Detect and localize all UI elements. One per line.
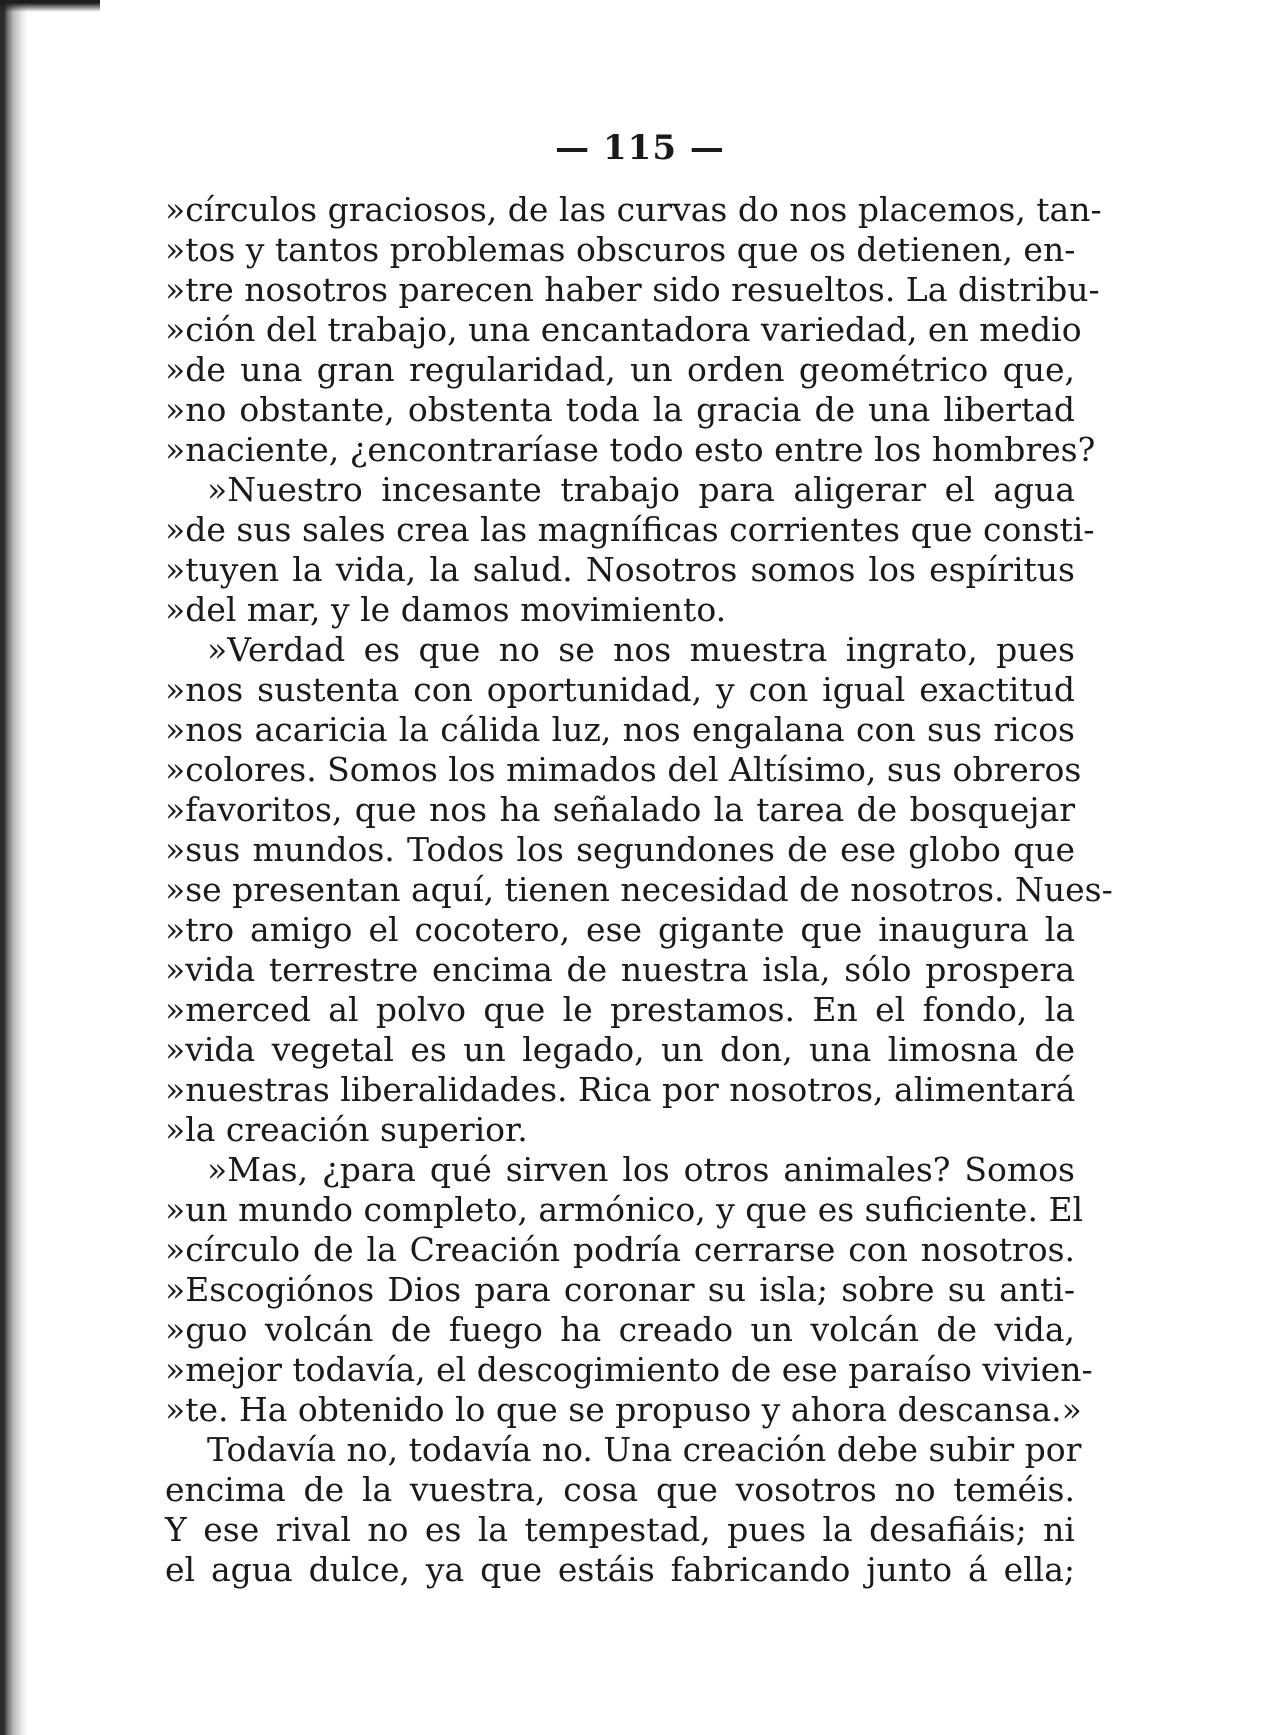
text-line: »tos y tantos problemas obscuros que os detienen, en- bbox=[165, 230, 1076, 269]
text-line: »nos acaricia la cálida luz, nos engalana con sus ricos bbox=[165, 710, 1075, 749]
text-line: »tre nosotros parecen haber sido resueltos. La distribu- bbox=[165, 270, 1100, 309]
text-line: »favoritos, que nos ha señalado la tarea de bosquejar bbox=[165, 790, 1075, 829]
text-line: »círculo de la Creación podría cerrarse con nosotros. bbox=[165, 1230, 1075, 1269]
text-line: Todavía no, todavía no. Una creación debe subir por bbox=[207, 1430, 1082, 1469]
text-line: »círculos graciosos, de las curvas do nos placemos, tan- bbox=[165, 190, 1102, 229]
paragraph bbox=[165, 1150, 1093, 1430]
page-number: — 115 — bbox=[555, 128, 725, 168]
paragraph bbox=[165, 190, 1102, 470]
text-line: »no obstante, obstenta toda la gracia de una libertad bbox=[165, 390, 1075, 429]
text-line: »un mundo completo, armónico, y que es suficiente. El bbox=[165, 1190, 1084, 1229]
text-line: »Escogiónos Dios para coronar su isla; sobre su anti- bbox=[165, 1270, 1075, 1309]
text-line: »Nuestro incesante trabajo para aligerar el agua bbox=[207, 470, 1075, 509]
paragraph bbox=[165, 470, 1095, 630]
text-line: »tro amigo el cocotero, ese gigante que inaugura la bbox=[165, 910, 1075, 949]
text-line: »naciente, ¿encontraríase todo esto entre los hombres? bbox=[165, 430, 1096, 469]
text-line: »guo volcán de fuego ha creado un volcán de vida, bbox=[165, 1310, 1075, 1349]
text-line: »nos sustenta con oportunidad, y con igual exactitud bbox=[165, 670, 1075, 709]
text-line: el agua dulce, ya que estáis fabricando junto á ella; bbox=[165, 1550, 1075, 1589]
text-line: »vida terrestre encima de nuestra isla, sólo prospera bbox=[165, 950, 1075, 989]
text-line: encima de la vuestra, cosa que vosotros no teméis. bbox=[165, 1470, 1075, 1509]
text-line: Y ese rival no es la tempestad, pues la desafiáis; ni bbox=[165, 1510, 1075, 1549]
text-line: »ción del trabajo, una encantadora variedad, en medio bbox=[165, 310, 1082, 349]
book-binding-top-shadow bbox=[0, 0, 100, 12]
text-line: »nuestras liberalidades. Rica por nosotros, alimentará bbox=[165, 1070, 1076, 1109]
paragraph bbox=[165, 1430, 1082, 1590]
text-line: »del mar, y le damos movimiento. bbox=[165, 590, 727, 629]
paragraph bbox=[165, 630, 1113, 1150]
text-line: »de sus sales crea las magníficas corrientes que consti- bbox=[165, 510, 1095, 549]
text-line: »se presentan aquí, tienen necesidad de nosotros. Nues- bbox=[165, 870, 1113, 909]
text-line: »Mas, ¿para qué sirven los otros animales? Somos bbox=[207, 1150, 1075, 1189]
text-line: »vida vegetal es un legado, un don, una limosna de bbox=[165, 1030, 1075, 1069]
text-line: »mejor todavía, el descogimiento de ese paraíso vivien- bbox=[165, 1350, 1093, 1389]
text-line: »merced al polvo que le prestamos. En el fondo, la bbox=[165, 990, 1075, 1029]
text-line: »te. Ha obtenido lo que se propuso y ahora descansa.» bbox=[165, 1390, 1082, 1429]
text-line: »de una gran regularidad, un orden geométrico que, bbox=[165, 350, 1075, 389]
text-line: »tuyen la vida, la salud. Nosotros somos los espíritus bbox=[165, 550, 1075, 589]
text-line: »sus mundos. Todos los segundones de ese globo que bbox=[165, 830, 1075, 869]
book-binding-edge bbox=[0, 0, 28, 1735]
body-text bbox=[165, 190, 1113, 1590]
text-line: »la creación superior. bbox=[165, 1110, 528, 1149]
text-line: »Verdad es que no se nos muestra ingrato, pues bbox=[207, 630, 1075, 669]
text-line: »colores. Somos los mimados del Altísimo, sus obreros bbox=[165, 750, 1082, 789]
